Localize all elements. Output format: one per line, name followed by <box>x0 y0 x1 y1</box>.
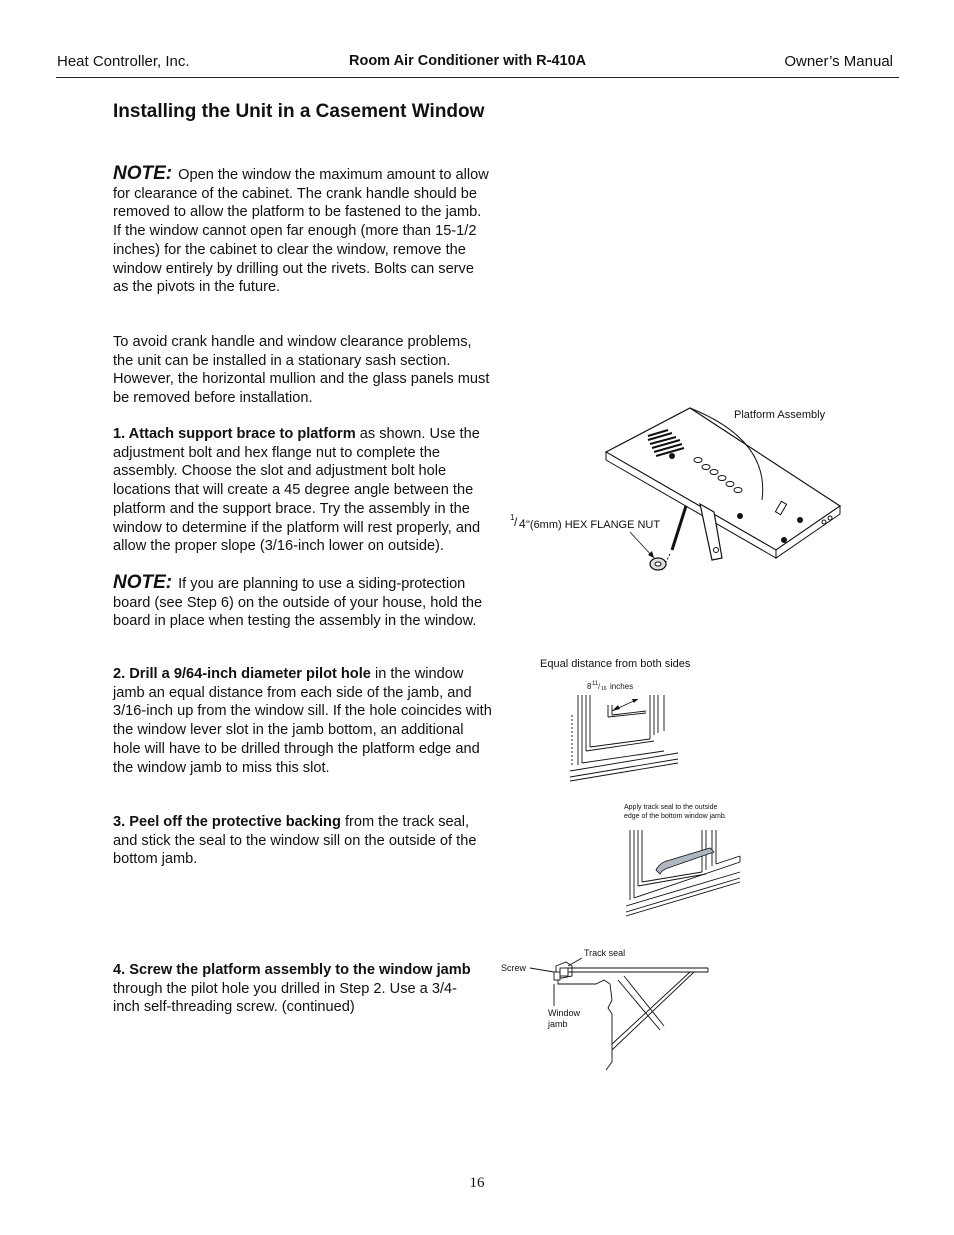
nut-fraction-slash: / <box>514 515 518 529</box>
section-title: Installing the Unit in a Casement Window <box>113 101 485 122</box>
track-seal-figure <box>622 800 762 925</box>
header-divider <box>56 77 899 78</box>
note-label: NOTE: <box>113 572 173 593</box>
track-seal-caption-line1: Apply track seal to the outside <box>624 804 718 811</box>
note-text: If you are planning to use a siding-protection board (see Step 6) on the outside of your house, hold the board in place when testing the assembly in the window. <box>113 576 483 630</box>
header-title: Room Air Conditioner with R-410A <box>349 53 587 69</box>
track-seal-caption-line2: edge of the bottom window jamb. <box>624 813 727 820</box>
step-4-paragraph <box>113 961 473 1017</box>
jamb-measure-caption: Equal distance from both sides <box>540 658 691 670</box>
track-seal-label: Track seal <box>584 948 626 958</box>
header-manual: Owner’s Manual <box>784 53 893 70</box>
step-4-lead: 4. Screw the platform assembly to the window jamb <box>113 962 471 978</box>
platform-assembly-label: Platform Assembly <box>734 409 826 421</box>
measure-numerator: 11 <box>592 681 599 687</box>
step-1-text: as shown. Use the adjustment bolt and hex flange nut to complete the assembly. Choose the slot and adjustment bolt hole locations that will create a 45 degree angle between the platform and the support brace. Try the assembly in the window to determine if the platform will rest properly, and allow the proper slope (3/16-inch lower on outside). <box>113 426 481 555</box>
step-3-text: from the track seal, and stick the seal to the window sill on the outside of the bottom jamb. <box>113 814 477 868</box>
note-text: Open the window the maximum amount to allow for clearance of the cabinet. The crank handle should be removed to allow the platform to be fastened to the jamb. If the window cannot open far enough (more than 15-1/2 inches) for the cabinet to clear the window, remove the window entirely by drilling out the rivets. Bolts can serve as the pivots in the future. <box>113 167 489 296</box>
step-1-lead: 1. Attach support brace to platform <box>113 426 356 442</box>
note-open-window <box>113 165 493 297</box>
nut-label: "(6mm) HEX FLANGE NUT <box>526 519 661 531</box>
step-2-text: in the window jamb an equal distance from each side of the jamb, and 3/16-inch up from the window sill. If the hole coincides with the window lever slot in the jamb bottom, an additional hole will have to be drilled through the platform edge and the window jamb to miss this slot. <box>113 666 492 776</box>
nut-fraction-denominator: 4 <box>519 517 526 531</box>
step-4-text: through the pilot hole you drilled in Step 2. Use a 3/4-inch self-threading screw. (continued) <box>113 980 457 1016</box>
window-jamb-label-line2: jamb <box>548 1019 568 1029</box>
jamb-measure-figure <box>538 655 718 785</box>
page-number: 16 <box>469 1175 485 1191</box>
measure-whole: 8 <box>587 682 592 691</box>
step-3-lead: 3. Peel off the protective backing <box>113 814 341 830</box>
nut-fraction-numerator: 1 <box>510 513 515 522</box>
platform-assembly-figure <box>500 400 840 580</box>
note-siding-board <box>113 574 493 631</box>
header-company: Heat Controller, Inc. <box>57 53 190 70</box>
measure-denominator: 16 <box>601 686 607 692</box>
clearance-paragraph: To avoid crank handle and window clearance problems, the unit can be installed in a stationary sash section. However, the horizontal mullion and the glass panels must be removed before installation. <box>113 334 490 407</box>
step-1-paragraph <box>113 425 493 556</box>
step-3-paragraph <box>113 813 493 869</box>
screw-label: Screw <box>501 963 527 973</box>
measure-unit: inches <box>610 682 634 691</box>
measure-slash: / <box>598 684 600 691</box>
note-label: NOTE: <box>113 163 173 184</box>
screw-section-figure <box>500 944 720 1079</box>
step-2-paragraph <box>113 665 493 777</box>
step-2-lead: 2. Drill a 9/64-inch diameter pilot hole <box>113 666 371 682</box>
window-jamb-label-line1: Window <box>548 1008 581 1018</box>
